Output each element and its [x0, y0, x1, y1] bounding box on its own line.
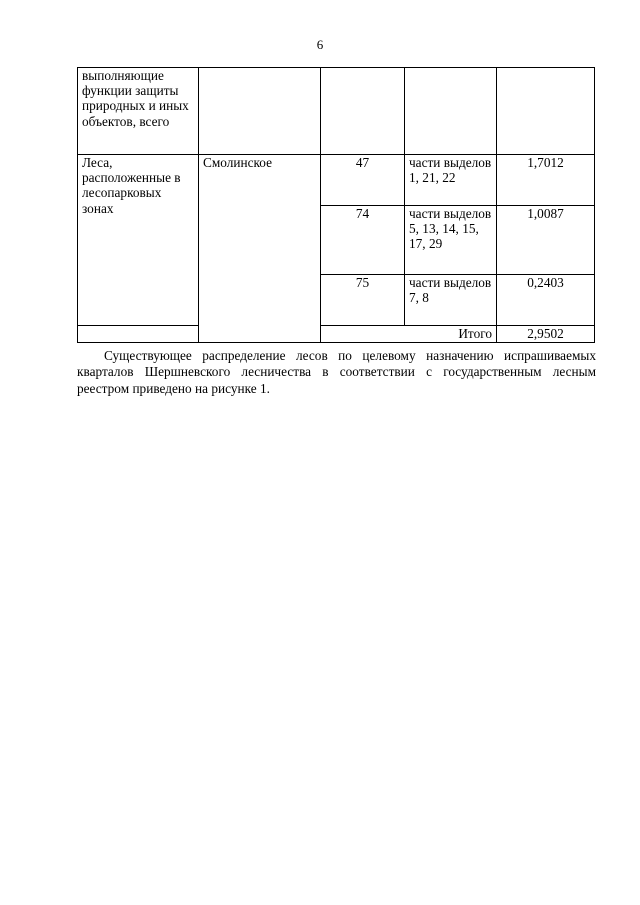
table-row-total [78, 326, 595, 343]
quarter-cell: 75 [321, 275, 405, 326]
quarter-cell: 47 [321, 155, 405, 206]
category-cell-continued [78, 326, 199, 343]
area-cell: 1,7012 [497, 155, 595, 206]
area-cell: 0,2403 [497, 275, 595, 326]
area-cell: 1,0087 [497, 206, 595, 275]
total-label: Итого [321, 326, 497, 343]
plots-cell: части выделов 7, 8 [405, 275, 497, 326]
plots-cell: части выделов 1, 21, 22 [405, 155, 497, 206]
forest-table [77, 67, 595, 343]
forestry-cell: Смолинское [199, 155, 321, 343]
table-row [78, 155, 595, 206]
quarter-cell: 74 [321, 206, 405, 275]
forestry-cell-empty [199, 68, 321, 155]
category-cell-parks: Леса, расположенные в лесопарковых зонах [78, 155, 199, 326]
quarter-cell-empty [321, 68, 405, 155]
total-value: 2,9502 [497, 326, 595, 343]
plots-cell: части выделов 5, 13, 14, 15, 17, 29 [405, 206, 497, 275]
table-row-continuation [78, 68, 595, 155]
body-paragraph: Существующее распределение лесов по целевому назначению испрашиваемых кварталов Шершневского лесничества в соответствии с государственным лесным реестром приведено на рисунке 1. [77, 348, 596, 396]
page-number: 6 [316, 37, 324, 52]
plots-cell-empty [405, 68, 497, 155]
area-cell-empty [497, 68, 595, 155]
category-cell-protective: выполняющие функции защиты природных и иных объектов, всего [78, 68, 199, 155]
